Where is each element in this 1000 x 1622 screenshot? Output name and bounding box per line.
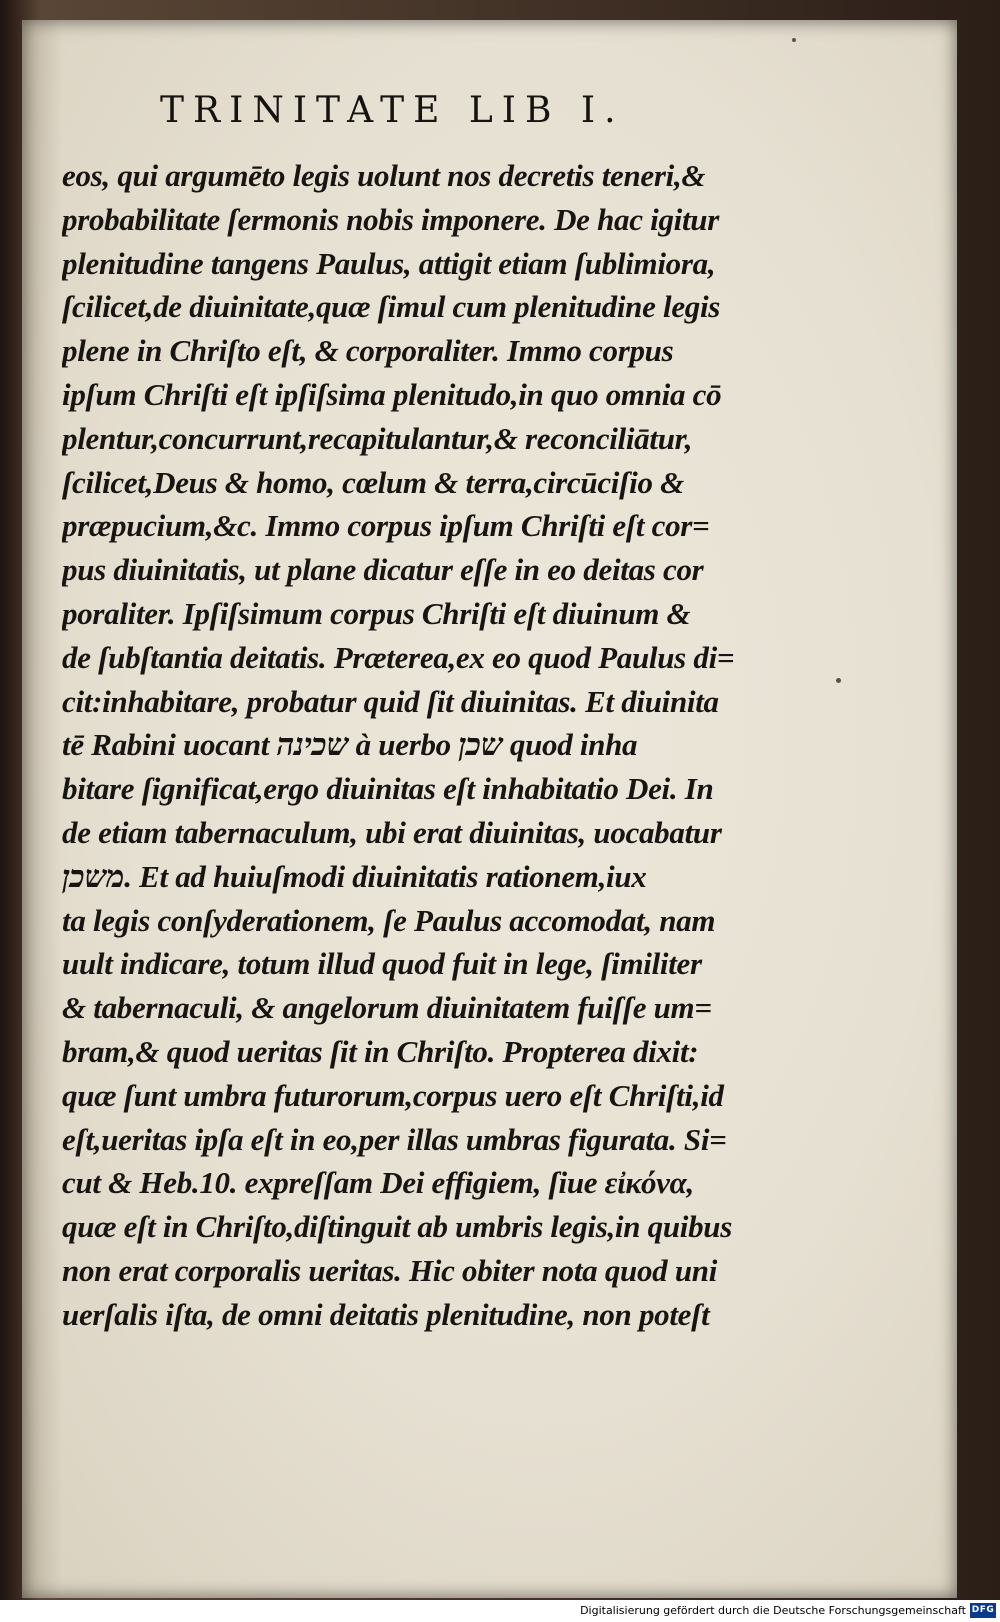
text-line: non erat corporalis ueritas. Hic obiter nota quod uni [62, 1252, 718, 1288]
text-line: uerſalis iſta, de omni deitatis plenitudine, non poteſt [62, 1296, 710, 1332]
text-line: de ſubſtantia deitatis. Præterea,ex eo quod Paulus di= [62, 639, 735, 675]
running-head: TRINITATE LIB I. [160, 90, 625, 131]
text-line: quæ ſunt umbra futurorum,corpus uero eſt Chriſti,id [62, 1077, 724, 1113]
text-line: quæ eſt in Chriſto,diſtinguit ab umbris legis,in quibus [62, 1209, 732, 1245]
text-line: ſcilicet,Deus & homo, cœlum & terra,circūciſio & [62, 464, 684, 500]
text-line: ta legis conſyderationem, ſe Paulus accomodat, nam [62, 902, 716, 938]
text-line: de etiam tabernaculum, ubi erat diuinitas, uocabatur [62, 814, 722, 850]
text-line: pus diuinitatis, ut plane dicatur eſſe in eo deitas cor [62, 552, 704, 588]
paper-speck [836, 678, 841, 683]
text-line: ſcilicet,de diuinitate,quæ ſimul cum plenitudine legis [62, 289, 721, 325]
text-line: eos, qui argumēto legis uolunt nos decretis teneri,& [62, 158, 706, 193]
funding-credit: Digitalisierung gefördert durch die Deutsche Forschungsgemeinschaft [580, 1604, 966, 1617]
text-line: ipſum Chriſti eſt ipſiſsima plenitudo,in quo omnia cō [62, 376, 722, 412]
text-line: cut & Heb.10. expreſſam Dei effigiem, ſiue εἰκόνα, [62, 1165, 694, 1201]
text-line: cit:inhabitare, probatur quid ſit diuinitas. Et diuinita [62, 683, 719, 719]
paper-speck [792, 38, 796, 42]
text-line: præpucium,&c. Immo corpus ipſum Chriſti eſt cor= [62, 508, 710, 544]
text-line: bitare ſignificat,ergo diuinitas eſt inhabitatio Dei. In [62, 771, 714, 807]
digitization-footer [0, 1600, 1000, 1622]
text-line: משכן. Et ad huiuſmodi diuinitatis rationem,iux [62, 858, 647, 894]
text-line: plentur,concurrunt,recapitulantur,& reconciliātur, [62, 420, 693, 456]
body-text [62, 154, 762, 1337]
dfg-logo: DFG [970, 1603, 996, 1618]
book-page [22, 20, 957, 1598]
text-line: poraliter. Ipſiſsimum corpus Chriſti eſt diuinum & [62, 595, 691, 631]
text-line: & tabernaculi, & angelorum diuinitatem fuiſſe um= [62, 990, 712, 1026]
text-line: probabilitate ſermonis nobis imponere. De hac igitur [62, 201, 719, 237]
text-line: eſt,ueritas ipſa eſt in eo,per illas umbras figurata. Si= [62, 1121, 727, 1157]
text-line: bram,& quod ueritas ſit in Chriſto. Propterea dixit: [62, 1033, 699, 1069]
text-line: plenitudine tangens Paulus, attigit etiam ſublimiora, [62, 245, 716, 281]
text-line: plene in Chriſto eſt, & corporaliter. Immo corpus [62, 333, 674, 369]
text-line: uult indicare, totum illud quod fuit in lege, ſimiliter [62, 946, 702, 982]
text-line: tē Rabini uocant שכינה à uerbo שכן quod inha [62, 727, 638, 763]
